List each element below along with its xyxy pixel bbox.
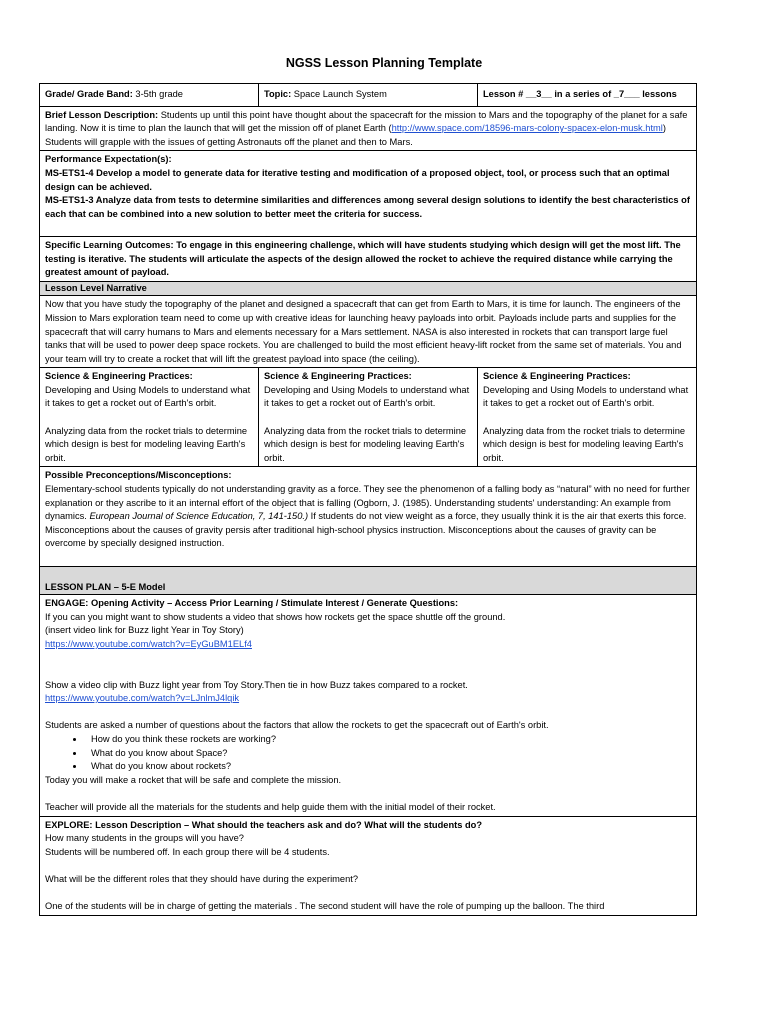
topic-value: Space Launch System: [291, 89, 387, 99]
pe-ets1-3: MS-ETS1-3 Analyze data from tests to determine similarities and differences among several design solutions to identify the best characteristics of each that can be combined into a new solution to better meet the criteria for success.: [45, 195, 690, 219]
learning-outcomes-text: Specific Learning Outcomes: To engage in this engineering challenge, which will have students studying which design will get the most lift. The testing is iterative. The students will articulate the aspects of the design allowed the rocket to achieve the required distance while carrying the greatest amount of payload.: [40, 236, 697, 281]
misconceptions-text: Elementary-school students typically do not understanding gravity as a force. They see the phenomenon of a falling body as “natural” with no need for further explanation or they ascribe to it an internal effort of the object that is falling (Ogborn, J. (1985). Understanding students' understanding: An example from dynamics. European Journal of Science Education, 7, 141-150.) If students do not view weight as a force, they usually think it is the air that exerts this force. Misconceptions about the causes of gravity persis after traditional high-school physics instruction. Misconceptions about the causes of gravity can be overcome by specially designed instruction.: [45, 484, 690, 549]
grade-value: 3-5th grade: [132, 89, 183, 99]
lesson-plan-label: LESSON PLAN – 5-E Model: [40, 566, 697, 595]
practice-cell: Science & Engineering Practices: Developing and Using Models to understand what it takes to get a rocket out of Earth's orbit. Analyzing data from the rocket trials to determine which design is best for modeling leaving Earth's orbit.: [478, 368, 697, 467]
learning-outcomes-row: [40, 236, 697, 281]
practice-cell: Science & Engineering Practices: Developing and Using Models to understand what it takes to get a rocket out of Earth's orbit. Analyzing data from the rocket trials to determine which design is best for modeling leaving Earth's orbit.: [259, 368, 478, 467]
performance-label: Performance Expectation(s):: [45, 154, 172, 165]
practice-cell: Science & Engineering Practices: Developing and Using Models to understand what it takes to get a rocket out of Earth's orbit. Analyzing data from the rocket trials to determine which design is best for modeling leaving Earth's orbit.: [40, 368, 259, 467]
narrative-label: Lesson Level Narrative: [40, 281, 697, 296]
narrative-row: [40, 296, 697, 368]
brief-label: Brief Lesson Description:: [45, 109, 159, 120]
header-row: [40, 84, 697, 107]
engage-label: ENGAGE: Opening Activity – Access Prior Learning / Stimulate Interest / Generate Questions:: [45, 598, 459, 609]
lesson-plan-header-row: [40, 566, 697, 595]
youtube-link-rockets[interactable]: https://www.youtube.com/watch?v=EyGuBM1ELf4: [45, 638, 252, 649]
misconceptions-label: Possible Preconceptions/Misconceptions:: [45, 470, 232, 481]
grade-cell: Grade/ Grade Band: 3-5th grade: [40, 84, 259, 107]
narrative-text: Now that you have study the topography of the planet and designed a spacecraft that can get from Earth to Mars, it is time for launch. The engineers of the Mission to Mars exploration team need to come up with creative ideas for launching heavy payloads into orbit. Payloads include parts and supplies for the spacecraft that will carry humans to Mars and elements necessary for a Mars settlement. NASA is also interested in rockets that can transport large fuel tanks that will be used to power deep space rockets. You are challenged to build the most efficient heavy-lift rocket from the same set of materials. You and your team will try to create a rocket that will lift the greatest payload into space (the ceiling).: [40, 296, 697, 368]
performance-expectation-row: [40, 151, 697, 237]
pe-ets1-4: MS-ETS1-4 Develop a model to generate data for iterative testing and modification of a proposed object, tool, or process such that an optimal design can be achieved.: [45, 167, 670, 192]
list-item: • What do you know about Space?: [85, 747, 691, 761]
youtube-link-buzz[interactable]: https://www.youtube.com/watch?v=LJnlmJ4lqik: [45, 693, 240, 704]
explore-label: EXPLORE: Lesson Description – What should the teachers ask and do? What will the students do?: [45, 819, 483, 830]
practices-row: [40, 368, 697, 467]
explore-row: EXPLORE: Lesson Description – What should the teachers ask and do? What will the students do? How many students in the groups will you have? Students will be numbered off. In each group there will be 4 students. What will be the different roles that they should have during the experiment? One of the students will be in charge of getting the materials . The second student will have the role of pumping up the balloon. The third: [40, 816, 697, 915]
engage-questions: [45, 733, 691, 774]
list-item: • What do you know about rockets?: [85, 760, 691, 774]
topic-cell: Topic: Space Launch System: [259, 84, 478, 107]
misconceptions-row: [40, 467, 697, 566]
engage-row: ENGAGE: Opening Activity – Access Prior Learning / Stimulate Interest / Generate Questions: If you can you might want to show students a video that shows how rockets get the space shuttle off the ground. (insert video link for Buzz light Year in Toy Story) https://www.youtube.com/watch?v=EyGuBM1ELf4 Show a video clip with Buzz light year from Toy Story.Then tie in how Buzz takes compared to a rocket. https://www.youtube.com/watch?v=LJnlmJ4lqik Students are asked a number of questions about the factors that allow the rockets to get the spacecraft out of Earth's orbit. • How do you think these rockets are working? • What do you know about Space? • What do you know about rockets? Today you will make a rocket that will be safe and complete the mission. Teacher will provide all the materials for the students and help guide them with the initial model of their rocket.: [40, 595, 697, 816]
space-article-link[interactable]: http://www.space.com/18596-mars-colony-spacex-elon-musk.html: [391, 123, 663, 134]
list-item: • How do you think these rockets are working?: [85, 733, 691, 747]
lesson-plan-table: [39, 83, 697, 916]
narrative-header-row: [40, 281, 697, 296]
lesson-number-cell: Lesson # __3__ in a series of _7___ lessons: [478, 84, 697, 107]
page-title: NGSS Lesson Planning Template: [285, 56, 483, 70]
brief-description-row: Brief Lesson Description: Students up until this point have thought about the spacecraft for the mission to Mars and the topography of the planet for a safe landing. Now it is time to plan the launch that will get the mission off of planet Earth (http://www.space.com/18596-mars-colony-spacex-elon-musk.html) Students will grapple with the issues of getting Astronauts off the planet and then to Mars.: [40, 106, 697, 151]
